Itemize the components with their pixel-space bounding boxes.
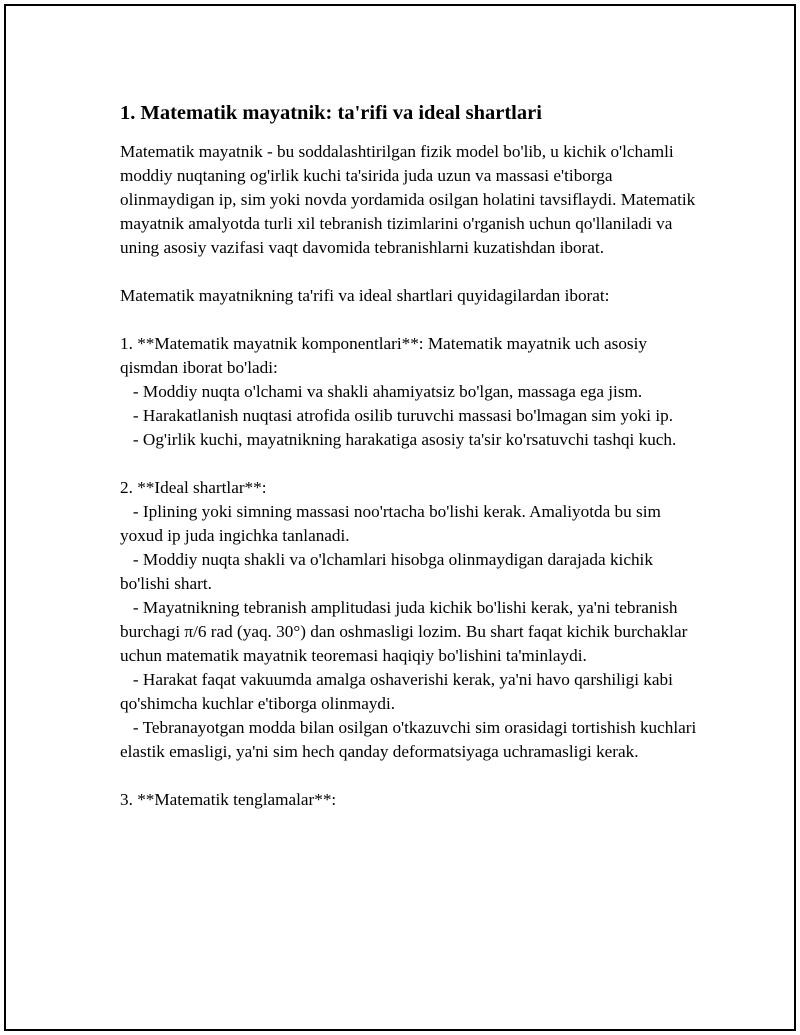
list-item: - Moddiy nuqta o'lchami va shakli ahamiyatsiz bo'lgan, massaga ega jism. <box>132 382 643 401</box>
intro-paragraph: Matematik mayatnik - bu soddalashtirilgan fizik model bo'lib, u kichik o'lchamli moddiy nuqtaning og'irlik kuchi ta'sirida juda uzun va massasi e'tiborga olinmaydigan ip, sim yoki novda yordamida osilgan holatini tavsiflaydi. Matematik mayatnik amalyotda turli xil tebranish tizimlarini o'rganish uchun qo'llaniladi va uning asosiy vazifasi vaqt davomida tebranishlarni kuzatishdan iborat. <box>120 142 700 257</box>
list-item: - Harakatlanish nuqtasi atrofida osilib turuvchi massasi bo'lmagan sim yoki ip. <box>132 406 673 425</box>
list-item: - Iplining yoki simning massasi noo'rtacha bo'lishi kerak. Amaliyotda bu sim yoxud ip juda ingichka tanlanadi. <box>120 502 661 545</box>
list-item: - Mayatnikning tebranish amplitudasi juda kichik bo'lishi kerak, ya'ni tebranish burchagi π/6 rad (yaq. 30°) dan oshmasligi lozim. Bu shart faqat kichik burchaklar uchun matematik mayatnik teoremasi haqiqiy bo'lishini ta'minlaydi. <box>120 598 688 665</box>
document-body <box>120 98 700 812</box>
list-item: - Tebranayotgan modda bilan osilgan o'tkazuvchi sim orasidagi tortishish kuchlari elastik emasligi, ya'ni sim hech qanday deformatsiyaga uchramasligi kerak. <box>120 718 697 761</box>
spacer <box>120 260 700 284</box>
spacer <box>120 452 700 476</box>
lead-paragraph: Matematik mayatnikning ta'rifi va ideal shartlari quyidagilardan iborat: <box>120 286 610 305</box>
section-heading: 1. Matematik mayatnik: ta'rifi va ideal shartlari <box>120 102 542 124</box>
section2-title: 2. **Ideal shartlar**: <box>120 478 267 497</box>
spacer <box>120 764 700 788</box>
spacer <box>120 308 700 332</box>
page-frame <box>4 4 796 1031</box>
section1-title: 1. **Matematik mayatnik komponentlari**: Matematik mayatnik uch asosiy qismdan iborat bo'ladi: <box>120 334 652 377</box>
list-item: - Harakat faqat vakuumda amalga oshaverishi kerak, ya'ni havo qarshiligi kabi qo'shimcha kuchlar e'tiborga olinmaydi. <box>120 670 673 713</box>
list-item: - Og'irlik kuchi, mayatnikning harakatiga asosiy ta'sir ko'rsatuvchi tashqi kuch. <box>132 430 677 449</box>
section3-title: 3. **Matematik tenglamalar**: <box>120 790 337 809</box>
list-item: - Moddiy nuqta shakli va o'lchamlari hisobga olinmaydigan darajada kichik bo'lishi shart. <box>120 550 653 593</box>
